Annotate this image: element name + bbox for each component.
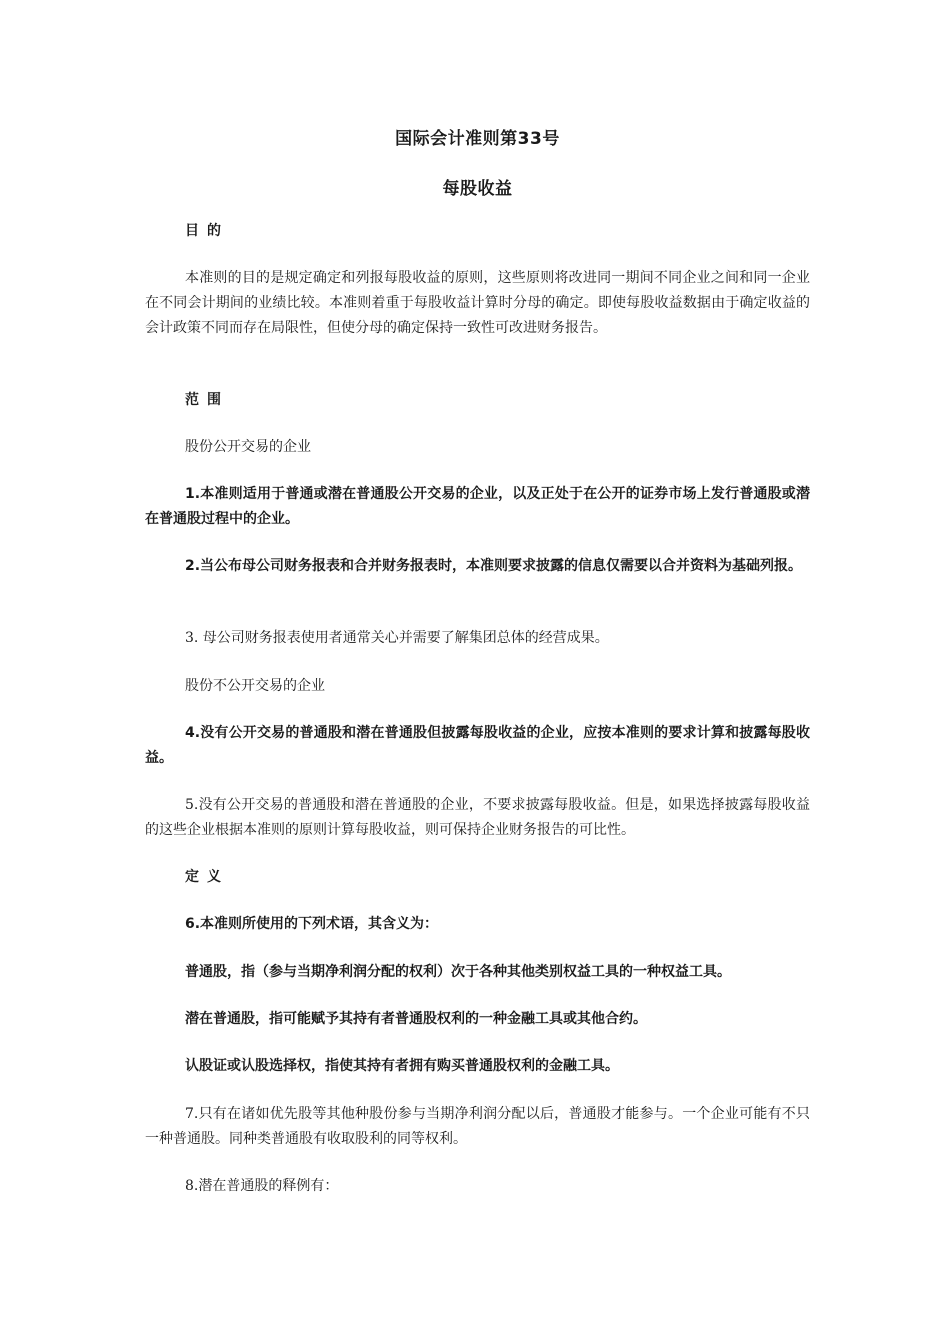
paragraph-2: 2.当公布母公司财务报表和合并财务报表时，本准则要求披露的信息仅需要以合并资料为基础列报。 <box>185 558 803 574</box>
purpose-heading: 目的 <box>185 223 229 239</box>
document-title: 国际会计准则第33号 <box>395 129 560 149</box>
paragraph-6: 6.本准则所使用的下列术语，其含义为： <box>185 916 439 932</box>
scope-heading: 范围 <box>185 392 229 408</box>
paragraph-3: 3. 母公司财务报表使用者通常关心并需要了解集团总体的经营成果。 <box>185 630 609 646</box>
paragraph-5: 5.没有公开交易的普通股和潜在普通股的企业，不要求披露每股收益。但是，如果选择披露每股收益的这些企业根据本准则的原则计算每股收益，则可保持企业财务报告的可比性。 <box>145 797 810 838</box>
scope-subheading-public: 股份公开交易的企业 <box>185 439 311 455</box>
paragraph-7: 7.只有在诸如优先股等其他种股份参与当期净利润分配以后，普通股才能参与。一个企业可能有不只一种普通股。同种类普通股有收取股利的同等权利。 <box>145 1106 810 1147</box>
paragraph-4: 4.没有公开交易的普通股和潜在普通股但披露每股收益的企业，应按本准则的要求计算和披露每股收益。 <box>145 725 810 766</box>
paragraph-8: 8.潜在普通股的释例有： <box>185 1178 339 1194</box>
definitions-heading: 定义 <box>185 869 229 885</box>
document-subtitle: 每股收益 <box>442 179 513 199</box>
paragraph-1: 1.本准则适用于普通或潜在普通股公开交易的企业，以及正处于在公开的证券市场上发行普通股或潜在普通股过程中的企业。 <box>145 486 810 527</box>
definition-warrant-option: 认股证或认股选择权，指使其持有者拥有购买普通股权利的金融工具。 <box>185 1058 619 1074</box>
definition-ordinary-share: 普通股，指（参与当期净利润分配的权利）次于各种其他类别权益工具的一种权益工具。 <box>185 964 731 980</box>
purpose-paragraph: 本准则的目的是规定确定和列报每股收益的原则，这些原则将改进同一期间不同企业之间和同一企业在不同会计期间的业绩比较。本准则着重于每股收益计算时分母的确定。即使每股收益数据由于确定收益的会计政策不同而存在局限性，但使分母的确定保持一致性可改进财务报告。 <box>145 270 810 336</box>
scope-subheading-private: 股份不公开交易的企业 <box>185 678 325 694</box>
definition-potential-ordinary-share: 潜在普通股，指可能赋予其持有者普通股权利的一种金融工具或其他合约。 <box>185 1011 647 1027</box>
